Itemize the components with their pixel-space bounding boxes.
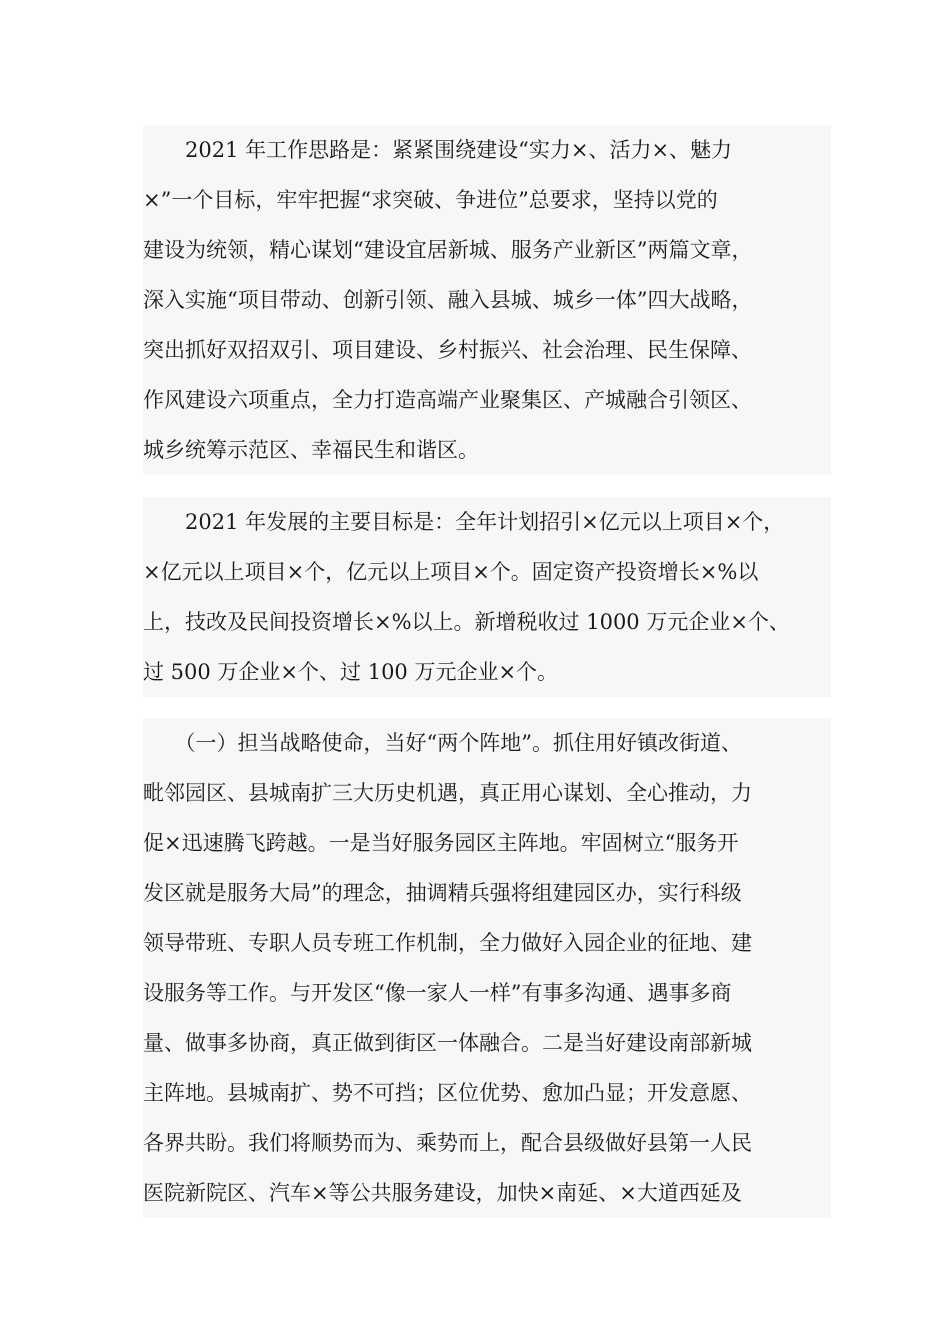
text-line: 2021 年发展的主要目标是：全年计划招引×亿元以上项目×个， [143, 510, 785, 534]
text-line: 过 500 万企业×个、过 100 万元企业×个。 [143, 660, 559, 684]
text-line: 医院新院区、汽车×等公共服务建设，加快×南延、×大道西延及 [143, 1181, 742, 1205]
text-line: 建设为统领，精心谋划“建设宜居新城、服务产业新区”两篇文章， [143, 238, 753, 262]
text-line: 量、做事多协商，真正做到街区一体融合。二是当好建设南部新城 [143, 1031, 752, 1055]
paragraph-main-goals [143, 497, 831, 697]
text-line: 作风建设六项重点，全力打造高端产业聚集区、产城融合引领区、 [143, 388, 752, 412]
paragraph-work-ideas [143, 125, 831, 475]
text-line: 上，技改及民间投资增长×%以上。新增税收过 1000 万元企业×个、 [143, 610, 790, 634]
paragraph-strategic-mission [143, 718, 831, 1218]
text-line: 领导带班、专职人员专班工作机制，全力做好入园企业的征地、建 [143, 931, 752, 955]
text-line: 促×迅速腾飞跨越。一是当好服务园区主阵地。牢固树立“服务开 [143, 831, 739, 855]
text-line: （一）担当战略使命，当好“两个阵地”。抓住用好镇改街道、 [143, 731, 742, 755]
text-line: 深入实施“项目带动、创新引领、融入县城、城乡一体”四大战略， [143, 288, 753, 312]
text-line: 主阵地。县城南扩、势不可挡；区位优势、愈加凸显；开发意愿、 [143, 1081, 752, 1105]
text-line: 城乡统筹示范区、幸福民生和谐区。 [143, 438, 479, 462]
text-line: 毗邻园区、县城南扩三大历史机遇，真正用心谋划、全心推动，力 [143, 781, 752, 805]
text-line: 突出抓好双招双引、项目建设、乡村振兴、社会治理、民生保障、 [143, 338, 752, 362]
text-line: ×”一个目标，牢牢把握“求突破、争进位”总要求，坚持以党的 [143, 188, 718, 212]
text-line: 设服务等工作。与开发区“像一家人一样”有事多沟通、遇事多商 [143, 981, 732, 1005]
text-line: 2021 年工作思路是：紧紧围绕建设“实力×、活力×、魅力 [143, 138, 733, 162]
text-line: ×亿元以上项目×个，亿元以上项目×个。固定资产投资增长×%以 [143, 560, 759, 584]
text-line: 发区就是服务大局”的理念，抽调精兵强将组建园区办，实行科级 [143, 881, 742, 905]
text-line: 各界共盼。我们将顺势而为、乘势而上，配合县级做好县第一人民 [143, 1131, 752, 1155]
